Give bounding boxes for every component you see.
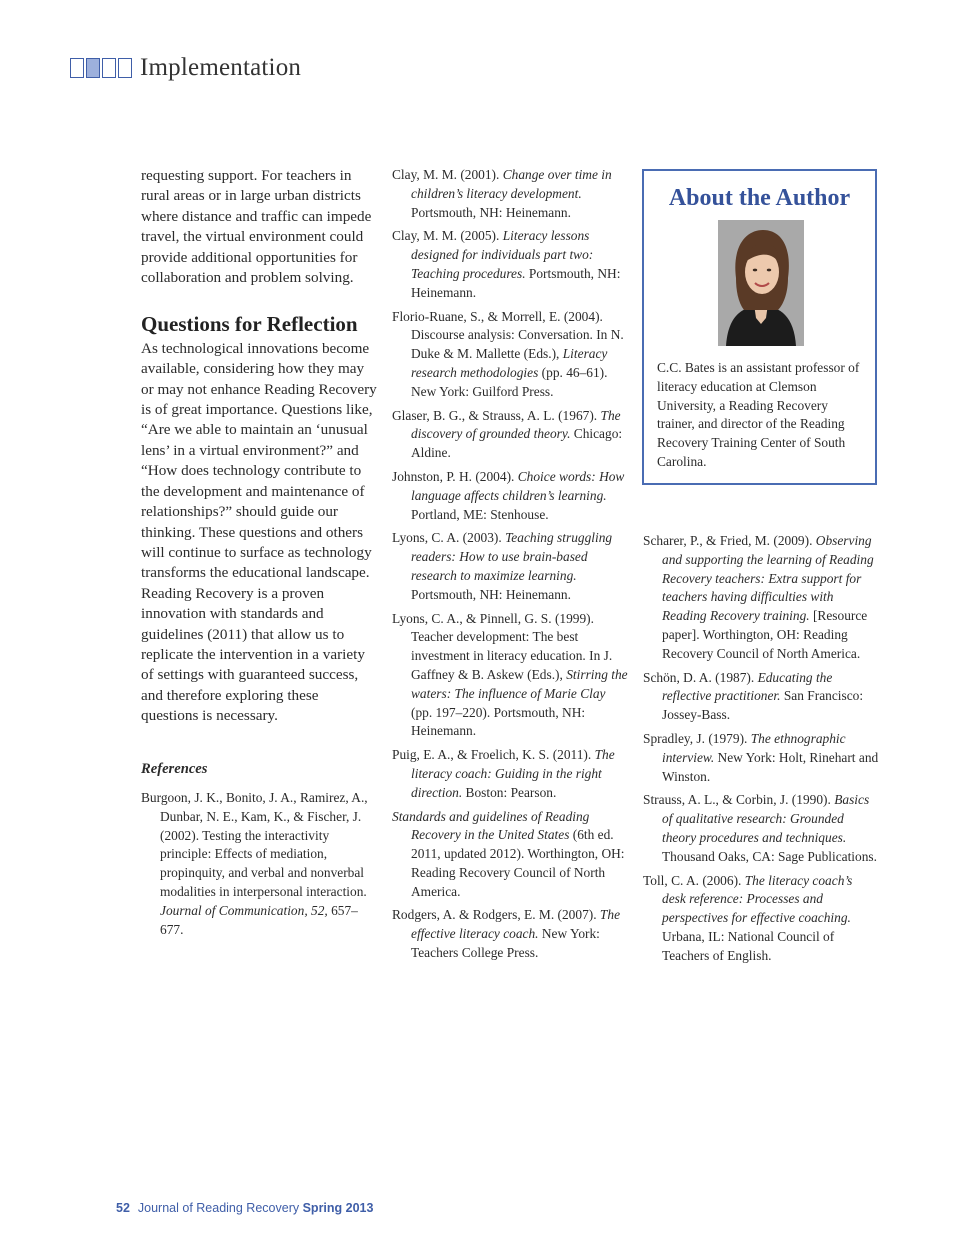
author-bio: C.C. Bates is an assistant professor of literacy education at Clemson University, a Reading Recovery trainer, and director of the Reading Recovery Training Center of South Carolina. [657, 360, 860, 469]
reference-item: Florio-Ruane, S., & Morrell, E. (2004). Discourse analysis: Conversation. In N. Duke & M. Mallette (Eds.), Literacy research methodologies (pp. 46–61). New York: Guilford Press. [392, 308, 624, 399]
column-3-references [643, 532, 879, 971]
reference-item: Standards and guidelines of Reading Recovery in the United States (6th ed. 2011, updated 2012). Worthington, OH: Reading Recovery Council of North America. [392, 808, 625, 899]
questions-heading: Questions for Reflection [141, 312, 358, 337]
references-heading: References [141, 760, 208, 777]
author-portrait-image [718, 220, 804, 346]
journal-name: Journal of Reading Recovery [137, 1201, 300, 1215]
reference-item: Lyons, C. A., & Pinnell, G. S. (1999). Teacher development: The best investment in literacy education. In J. Gaffney & B. Askew (Eds.), Stirring the waters: The influence of Marie Clay (pp. 197–220). Portsmouth, NH: Heinemann. [392, 610, 628, 739]
reference-item: Spradley, J. (1979). The ethnographic interview. New York: Holt, Rinehart and Winston. [643, 730, 879, 784]
about-author-heading: About the Author [668, 185, 851, 211]
reference-item: Toll, C. A. (2006). The literacy coach’s desk reference: Processes and perspectives for effective coaching. Urbana, IL: National Council of Teachers of English. [643, 872, 853, 963]
column-1 [141, 166, 377, 944]
section-squares-icon [70, 58, 132, 78]
issue-label: Spring 2013 [302, 1201, 374, 1215]
section-header [70, 54, 301, 82]
reference-item: Burgoon, J. K., Bonito, J. A., Ramirez, A., Dunbar, N. E., Kam, K., & Fischer, J. (2002). Testing the interactivity principle: Effects of mediation, propinquity, and verbal and nonverbal modalities in interpersonal interaction. Journal of Communication, 52, 657–677. [141, 789, 368, 937]
reference-item: Scharer, P., & Fried, M. (2009). Observing and supporting the learning of Reading Recovery teachers: Extra support for teachers having difficulties with Reading Recovery training. [Resource paper]. Worthington, OH: Reading Recovery Council of North America. [643, 533, 874, 661]
reference-item: Lyons, C. A. (2003). Teaching struggling readers: How to use brain-based research to maximize learning. Portsmouth, NH: Heinemann. [392, 530, 613, 602]
reference-list-col1 [141, 789, 377, 939]
reference-item: Strauss, A. L., & Corbin, J. (1990). Basics of qualitative research: Grounded theory procedures and techniques. Thousand Oaks, CA: Sage Publications. [643, 792, 877, 864]
about-author-box [642, 169, 877, 485]
questions-paragraph: As technological innovations become available, considering how they may or may not enhance Reading Recovery is of great importance. Questions like, “Are we able to maintain an ‘unusual lens’ in a virtual environment?” and “How does technology contribute to the development and maintenance of relationships?” should guide our thinking. These questions and others will continue to surface as technology transforms the educational landscape. Reading Recovery is a proven innovation with standards and guidelines (2011) that allow us to replicate the intervention in a variety of settings with guaranteed success, and therefore exploring these questions is necessary. [141, 339, 377, 725]
reference-item: Johnston, P. H. (2004). Choice words: How language affects children’s learning. Portland, ME: Stenhouse. [392, 468, 625, 522]
reference-item: Rodgers, A. & Rodgers, E. M. (2007). The effective literacy coach. New York: Teachers College Press. [392, 907, 621, 961]
page-footer [116, 1201, 373, 1215]
section-title: Implementation [140, 54, 302, 81]
reference-item: Glaser, B. G., & Strauss, A. L. (1967). The discovery of grounded theory. Chicago: Aldine. [392, 407, 623, 461]
reference-item: Puig, E. A., & Froelich, K. S. (2011). The literacy coach: Guiding in the right direction. Boston: Pearson. [392, 747, 615, 800]
column-2-references [392, 166, 628, 968]
page-number: 52 [116, 1201, 130, 1215]
author-photo [718, 220, 804, 346]
reference-item: Schön, D. A. (1987). Educating the reflective practitioner. San Francisco: Jossey-Bass. [643, 669, 864, 723]
intro-paragraph: requesting support. For teachers in rural areas or in large urban districts where distance and traffic can impede travel, the virtual environment could provide additional opportunities for collaboration and problem solving. [141, 167, 372, 287]
reference-item: Clay, M. M. (2001). Change over time in children’s literacy development. Portsmouth, NH: Heinemann. [392, 167, 612, 220]
reference-item: Clay, M. M. (2005). Literacy lessons designed for individuals part two: Teaching procedures. Portsmouth, NH: Heinemann. [392, 228, 621, 300]
